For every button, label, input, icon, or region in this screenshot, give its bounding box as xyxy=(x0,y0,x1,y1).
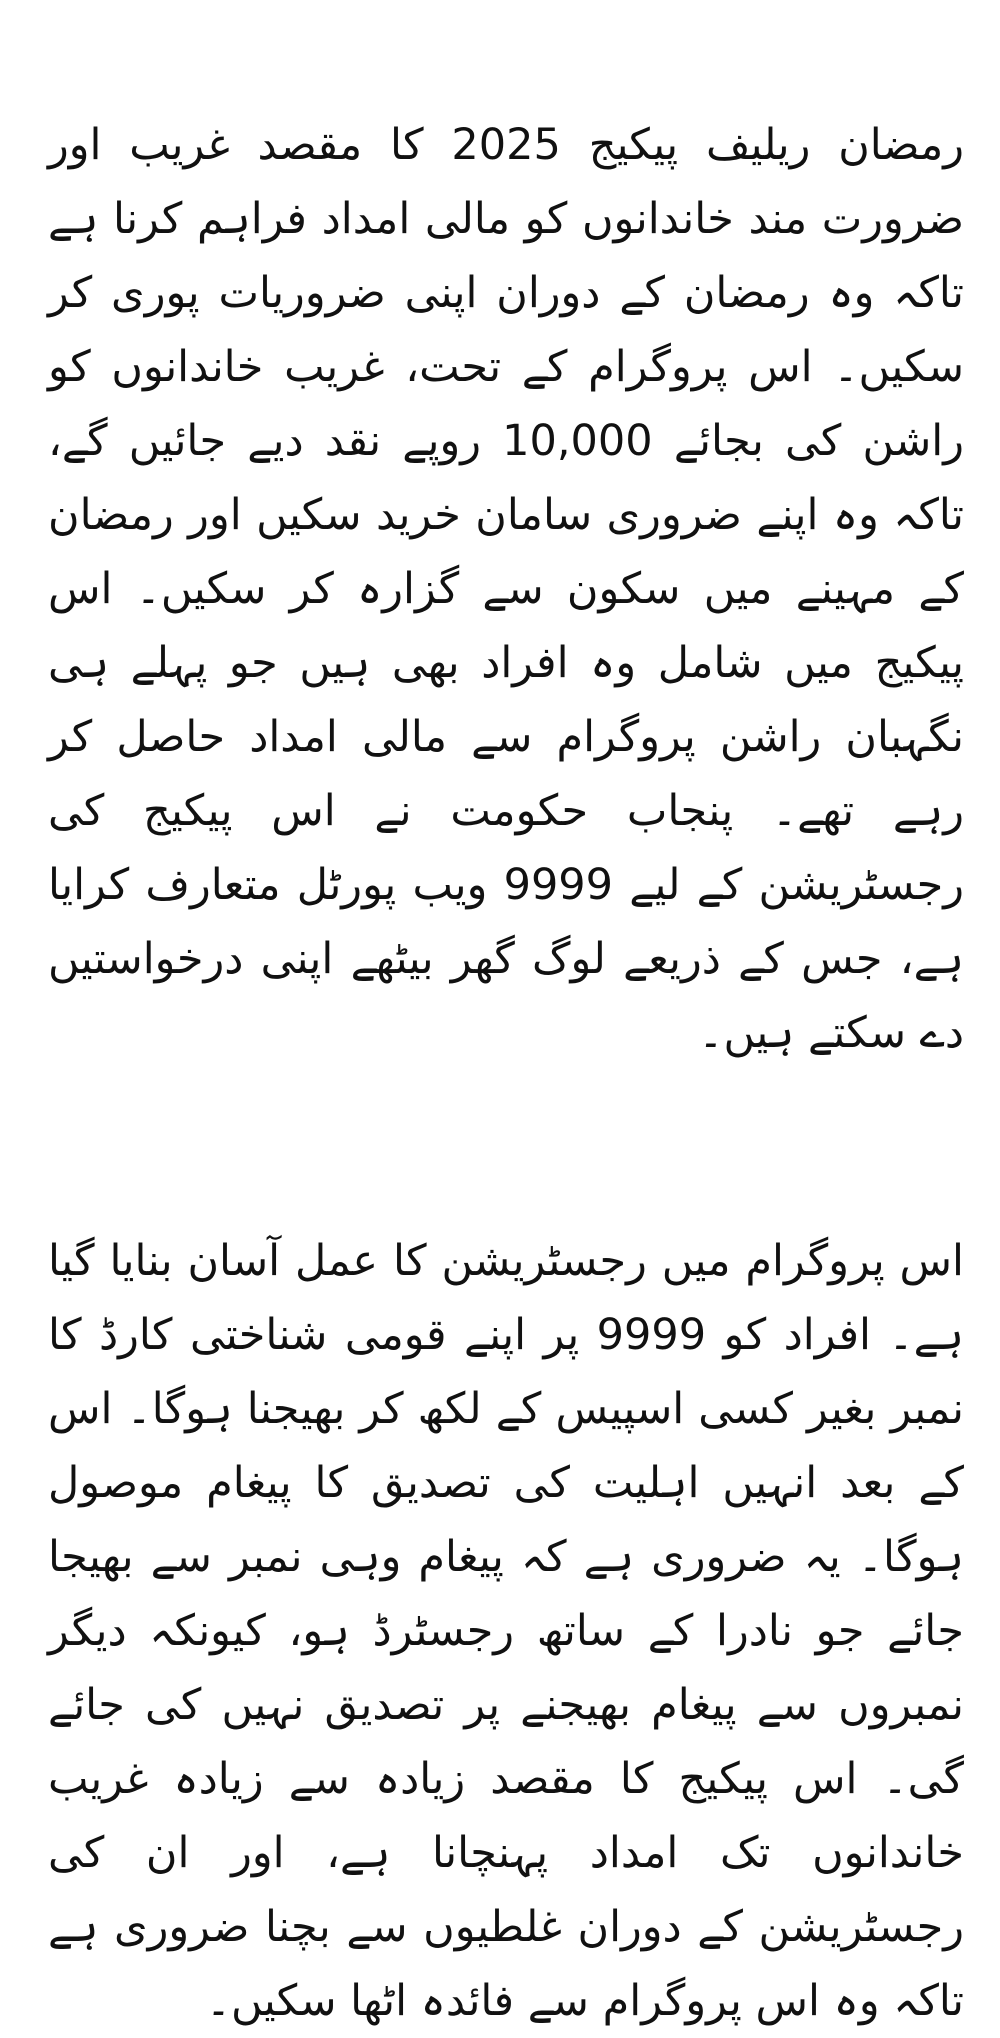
paragraph-registration-overview: رمضان ریلیف پیکیج 2025 کا مقصد غریب اور ضرورت مند خاندانوں کو مالی امداد فراہم کرنا ہے تاکہ وہ رمضان کے دوران اپنی ضروریات پوری کر سکیں۔ اس پروگرام کے تحت، غریب خاندانوں کو راشن کی بجائے 10,000 روپے نقد دیے جائیں گے، تاکہ وہ اپنے ضروری سامان خرید سکیں اور رمضان کے مہینے میں سکون سے گزارہ کر سکیں۔ اس پیکیج میں شامل وہ افراد بھی ہیں جو پہلے ہی نگہبان راشن پروگرام سے مالی امداد حاصل کر رہے تھے۔ پنجاب حکومت نے اس پیکیج کی رجسٹریشن کے لیے 9999 ویب پورٹل متعارف کرایا ہے، جس کے ذریعے لوگ گھر بیٹھے اپنی درخواستیں دے سکتے ہیں۔ xyxy=(48,120,964,1058)
paragraph-registration-process: اس پروگرام میں رجسٹریشن کا عمل آسان بنایا گیا ہے۔ افراد کو 9999 پر اپنے قومی شناختی کارڈ کا نمبر بغیر کسی اسپیس کے لکھ کر بھیجنا ہوگا۔ اس کے بعد انہیں اہلیت کی تصدیق کا پیغام موصول ہوگا۔ یہ ضروری ہے کہ پیغام وہی نمبر سے بھیجا جائے جو نادرا کے ساتھ رجسٹرڈ ہو، کیونکہ دیگر نمبروں سے پیغام بھیجنے پر تصدیق نہیں کی جائے گی۔ اس پیکیج کا مقصد زیادہ سے زیادہ غریب خاندانوں تک امداد پہنچانا ہے، اور ان کی رجسٹریشن کے دوران غلطیوں سے بچنا ضروری ہے تاکہ وہ اس پروگرام سے فائدہ اٹھا سکیں۔ xyxy=(48,1236,964,2026)
